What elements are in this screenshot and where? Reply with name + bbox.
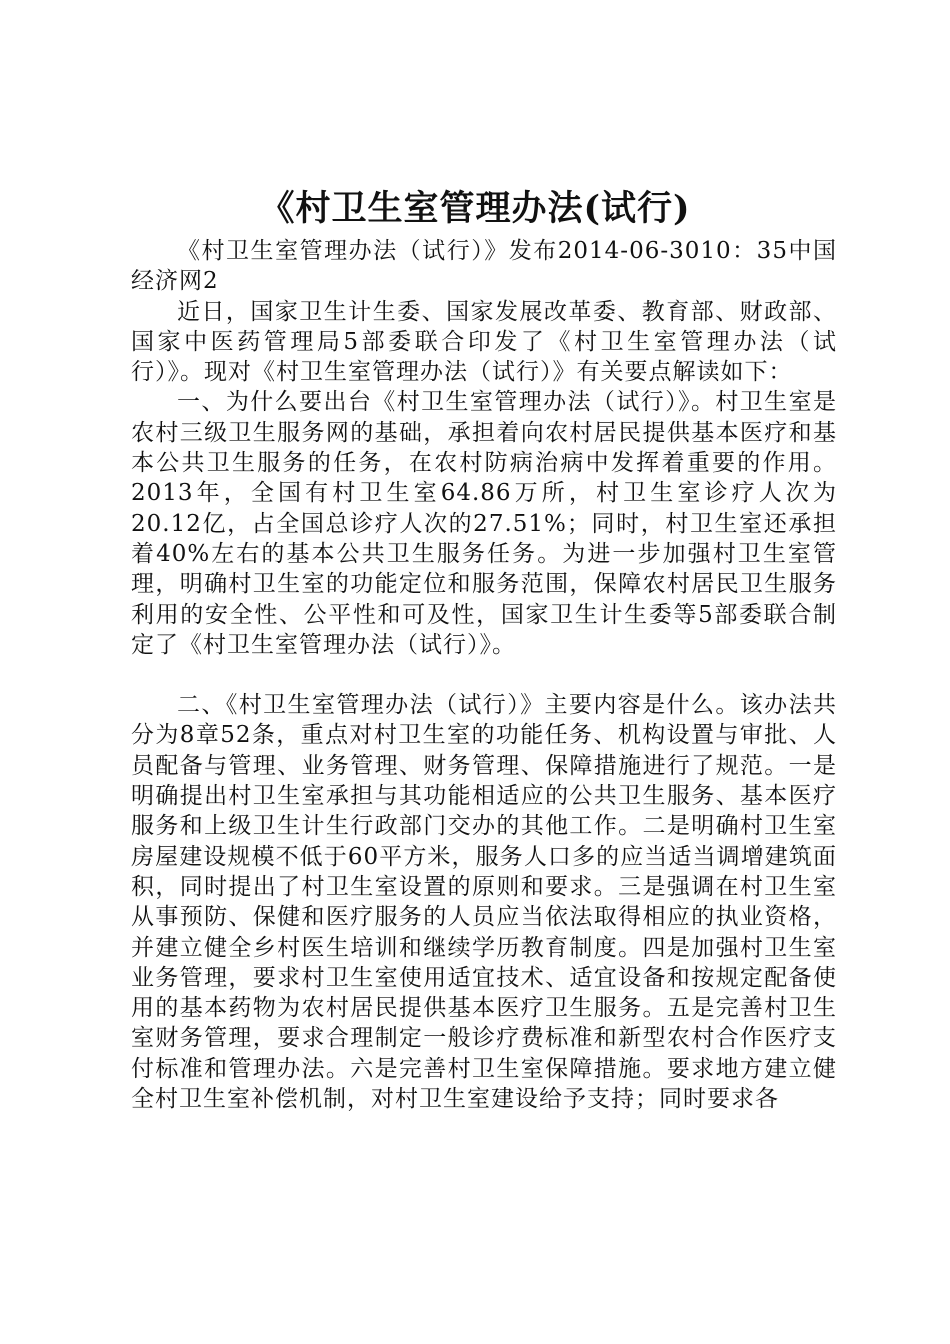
document-title: 《村卫生室管理办法(试行) bbox=[259, 188, 691, 229]
paragraph-section-one: 一、为什么要出台《村卫生室管理办法（试行）》。村卫生室是农村三级卫生服务网的基础，承担着向农村居民提供基本医疗和基本公共卫生服务的任务，在农村防病治病中发挥着重要的作用。2013年，全国有村卫生室64.86万所，村卫生室诊疗人次为20.12亿，占全国总诊疗人次的27.51%；同时，村卫生室还承担着40%左右的基本公共卫生服务任务。为进一步加强村卫生室管理，明确村卫生室的功能定位和服务范围，保障农村居民卫生服务利用的安全性、公平性和可及性，国家卫生计生委等5部委联合制定了《村卫生室管理办法（试行）》。 bbox=[131, 389, 837, 658]
paragraph-section-two: 二、《村卫生室管理办法（试行）》主要内容是什么。该办法共分为8章52条，重点对村卫生室的功能任务、机构设置与审批、人员配备与管理、业务管理、财务管理、保障措施进行了规范。一是明确提出村卫生室承担与其功能相适应的公共卫生服务、基本医疗服务和上级卫生计生行政部门交办的其他工作。二是明确村卫生室房屋建设规模不低于60平方米，服务人口多的应当适当调增建筑面积，同时提出了村卫生室设置的原则和要求。三是强调在村卫生室从事预防、保健和医疗服务的人员应当依法取得相应的执业资格，并建立健全乡村医生培训和继续学历教育制度。四是加强村卫生室业务管理，要求村卫生室使用适宜技术、适宜设备和按规定配备使用的基本药物为农村居民提供基本医疗卫生服务。五是完善村卫生室财务管理，要求合理制定一般诊疗费标准和新型农村合作医疗支付标准和管理办法。六是完善村卫生室保障措施。要求地方建立健全村卫生室补偿机制，对村卫生室建设给予支持；同时要求各 bbox=[131, 692, 837, 1113]
paragraph-source: 《村卫生室管理办法（试行）》发布2014-06-3010：35中国经济网2 bbox=[131, 238, 837, 295]
paragraph-spacer bbox=[131, 660, 837, 690]
document-body bbox=[131, 236, 837, 1114]
paragraph-intro: 近日，国家卫生计生委、国家发展改革委、教育部、财政部、国家中医药管理局5部委联合印发了《村卫生室管理办法（试行）》。现对《村卫生室管理办法（试行）》有关要点解读如下： bbox=[131, 298, 837, 386]
